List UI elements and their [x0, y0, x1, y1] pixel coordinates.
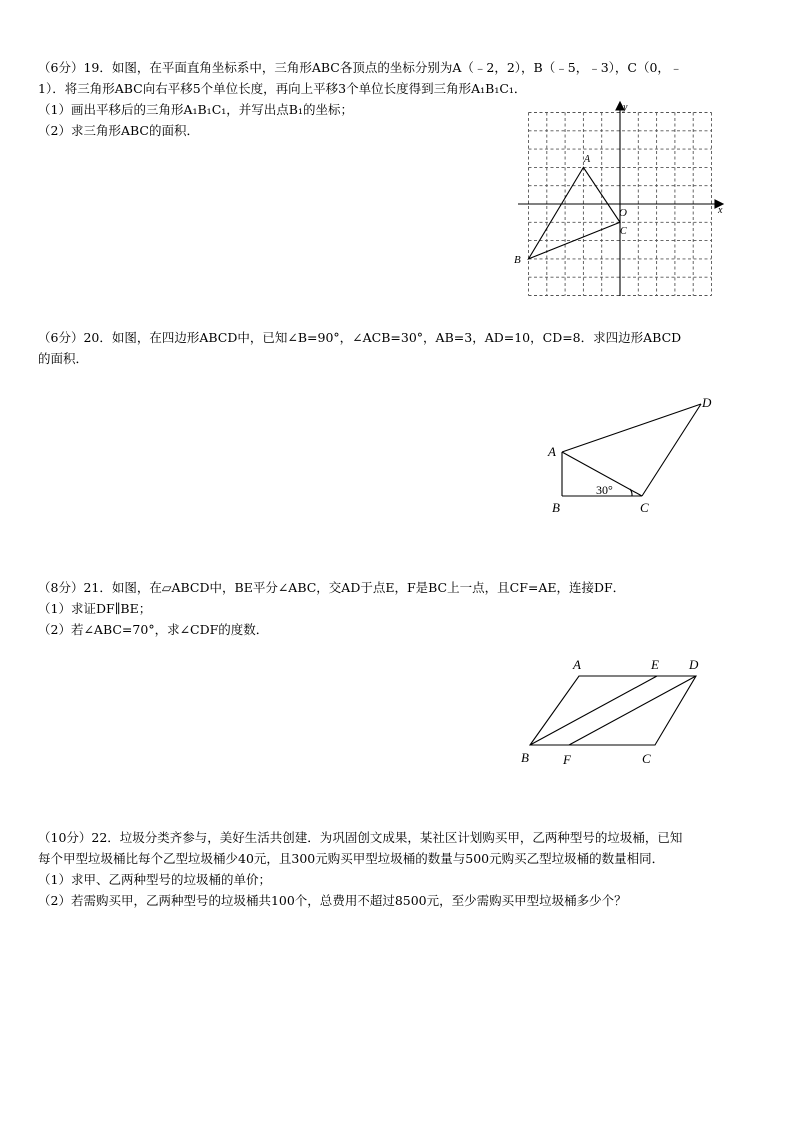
point-e-label: E	[651, 657, 659, 672]
point-a-label: A	[548, 444, 556, 459]
point-b-label: B	[514, 254, 521, 266]
q22-line-1: （10分）22．垃圾分类齐参与，美好生活共创建．为巩固创文成果，某社区计划购买甲，乙两种型号的垃圾桶，已知	[38, 830, 683, 845]
origin-label: O	[619, 207, 627, 219]
q20-line-1: （6分）20．如图，在四边形ABCD中，已知∠B=90°，∠ACB=30°，AB=3，AD=10，CD=8．求四边形ABCD	[38, 330, 682, 345]
point-d-label: D	[689, 657, 699, 672]
point-c-label: C	[640, 500, 649, 515]
segment-ad	[562, 404, 701, 452]
q19-line-1: （6分）19．如图，在平面直角坐标系中，三角形ABC各顶点的坐标分别为A（﹣2，2），B（﹣5，﹣3），C（0，﹣	[38, 60, 683, 75]
triangle-abc	[529, 167, 621, 259]
q19-subquestion-2: （2）求三角形ABC的面积．	[38, 123, 199, 138]
point-a-label: A	[584, 154, 591, 165]
point-a-label: A	[573, 657, 581, 672]
angle-label: 30°	[596, 483, 613, 497]
segment-cd	[642, 404, 701, 496]
point-c-label: C	[620, 226, 627, 237]
q19-coordinate-grid-figure	[510, 98, 730, 300]
q21-subquestion-2: （2）若∠ABC=70°，求∠CDF的度数．	[38, 622, 269, 637]
segment-df	[569, 676, 696, 745]
x-axis-label: x	[718, 205, 723, 216]
q19-line-2: 1）．将三角形ABC向右平移5个单位长度，再向上平移3个单位长度得到三角形A₁B₁C₁．	[38, 81, 527, 96]
q21-parallelogram-figure	[510, 652, 720, 772]
point-c-label: C	[642, 751, 651, 766]
point-b-label: B	[521, 750, 529, 765]
q21-line-1: （8分）21．如图，在▱ABCD中，BE平分∠ABC，交AD于点E，F是BC上一点，且CF=AE，连接DF．	[38, 580, 626, 595]
parallelogram-abcd	[530, 676, 696, 745]
point-f-label: F	[563, 752, 571, 767]
q22-line-2: 每个甲型垃圾桶比每个乙型垃圾桶少40元，且300元购买甲型垃圾桶的数量与500元购买乙型垃圾桶的数量相同．	[38, 851, 665, 866]
q22-subquestion-1: （1）求甲、乙两种型号的垃圾桶的单价；	[38, 872, 271, 887]
y-axis-label: y	[623, 102, 628, 113]
q22-subquestion-2: （2）若需购买甲，乙两种型号的垃圾桶共100个，总费用不超过8500元，至少需购买甲型垃圾桶多少个？	[38, 893, 627, 908]
q19-subquestion-1: （1）画出平移后的三角形A₁B₁C₁，并写出点B₁的坐标；	[38, 102, 353, 117]
q20-line-2: 的面积．	[38, 351, 89, 366]
q20-quadrilateral-figure	[540, 392, 730, 522]
segment-be	[530, 676, 657, 745]
q21-subquestion-1: （1）求证DF∥BE；	[38, 601, 152, 616]
point-b-label: B	[552, 500, 560, 515]
point-d-label: D	[702, 395, 712, 410]
